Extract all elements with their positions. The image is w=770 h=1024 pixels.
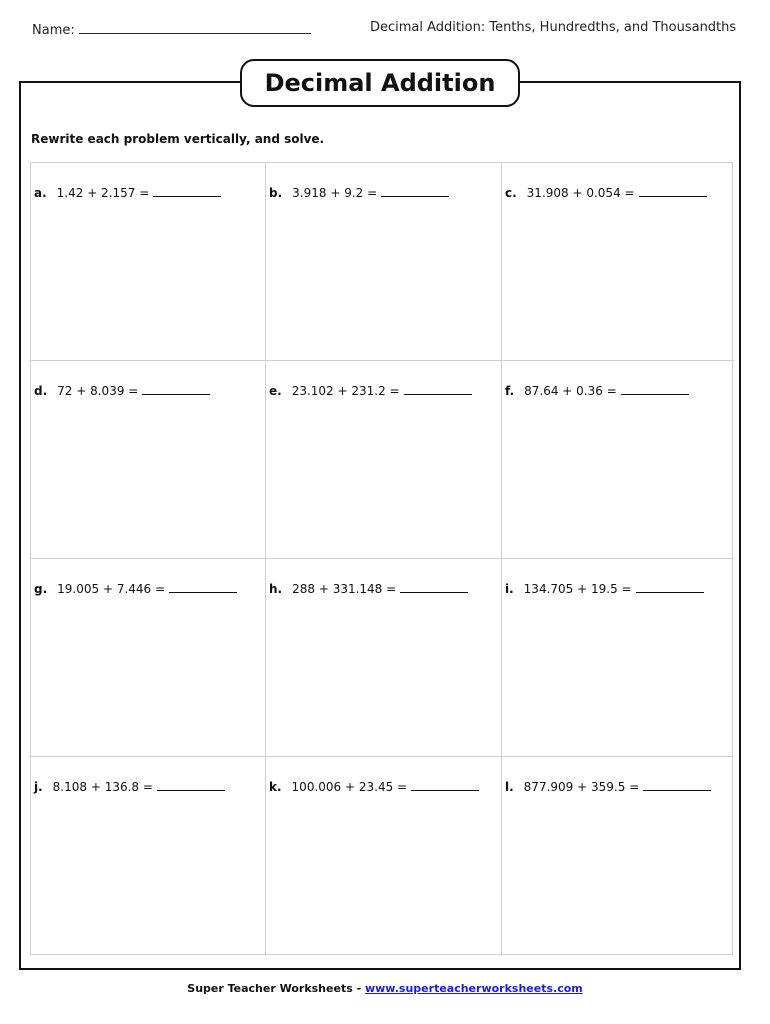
problem-letter: d.: [34, 384, 48, 398]
problem-letter: j.: [34, 780, 43, 794]
problem-cell[interactable]: [266, 757, 502, 955]
answer-blank[interactable]: [411, 779, 479, 791]
problem-letter: i.: [505, 582, 514, 596]
problem-letter: l.: [505, 780, 514, 794]
problem-letter: k.: [269, 780, 282, 794]
problem-cell[interactable]: [502, 757, 734, 955]
answer-blank[interactable]: [621, 383, 689, 395]
problem-expression: 877.909 + 359.5 =: [523, 780, 640, 794]
problem-cell[interactable]: [266, 559, 502, 757]
answer-blank[interactable]: [643, 779, 711, 791]
instructions: Rewrite each problem vertically, and solve.: [31, 132, 325, 146]
problem-letter: g.: [34, 582, 48, 596]
name-line[interactable]: [79, 20, 311, 34]
problem-expression: 31.908 + 0.054 =: [526, 186, 635, 200]
problem-expression: 134.705 + 19.5 =: [523, 582, 632, 596]
problem-cell[interactable]: [31, 559, 266, 757]
name-label: Name:: [32, 23, 75, 38]
answer-blank[interactable]: [636, 581, 704, 593]
answer-blank[interactable]: [404, 383, 472, 395]
problem-expression: 8.108 + 136.8 =: [52, 780, 153, 794]
problem-expression: 288 + 331.148 =: [292, 582, 397, 596]
problem-letter: h.: [269, 582, 283, 596]
problem-letter: c.: [505, 186, 517, 200]
answer-blank[interactable]: [142, 383, 210, 395]
problem-expression: 1.42 + 2.157 =: [56, 186, 150, 200]
problem-cell[interactable]: [31, 757, 266, 955]
problem-cell[interactable]: [266, 163, 502, 361]
page-title: Decimal Addition: [240, 59, 520, 107]
problem-cell[interactable]: [502, 361, 734, 559]
problem-expression: 87.64 + 0.36 =: [524, 384, 617, 398]
problem-cell[interactable]: [502, 163, 734, 361]
problem-cell[interactable]: [31, 361, 266, 559]
problem-expression: 19.005 + 7.446 =: [57, 582, 166, 596]
footer-link[interactable]: www.superteacherworksheets.com: [364, 982, 583, 995]
problem-letter: a.: [34, 186, 47, 200]
problem-letter: f.: [505, 384, 515, 398]
problem-letter: b.: [269, 186, 283, 200]
answer-blank[interactable]: [381, 185, 449, 197]
problem-grid: [30, 162, 733, 955]
answer-blank[interactable]: [153, 185, 221, 197]
problem-expression: 100.006 + 23.45 =: [291, 780, 408, 794]
problem-letter: e.: [269, 384, 282, 398]
footer: [0, 982, 770, 995]
answer-blank[interactable]: [639, 185, 707, 197]
problem-expression: 72 + 8.039 =: [57, 384, 139, 398]
answer-blank[interactable]: [169, 581, 237, 593]
problem-expression: 3.918 + 9.2 =: [292, 186, 378, 200]
answer-blank[interactable]: [157, 779, 225, 791]
problem-cell[interactable]: [266, 361, 502, 559]
problem-cell[interactable]: [31, 163, 266, 361]
footer-brand: Super Teacher Worksheets -: [187, 982, 365, 995]
answer-blank[interactable]: [400, 581, 468, 593]
problem-expression: 23.102 + 231.2 =: [291, 384, 400, 398]
worksheet-subtitle: Decimal Addition: Tenths, Hundredths, and Thousandths: [370, 20, 737, 35]
name-field[interactable]: [32, 20, 311, 38]
problem-cell[interactable]: [502, 559, 734, 757]
